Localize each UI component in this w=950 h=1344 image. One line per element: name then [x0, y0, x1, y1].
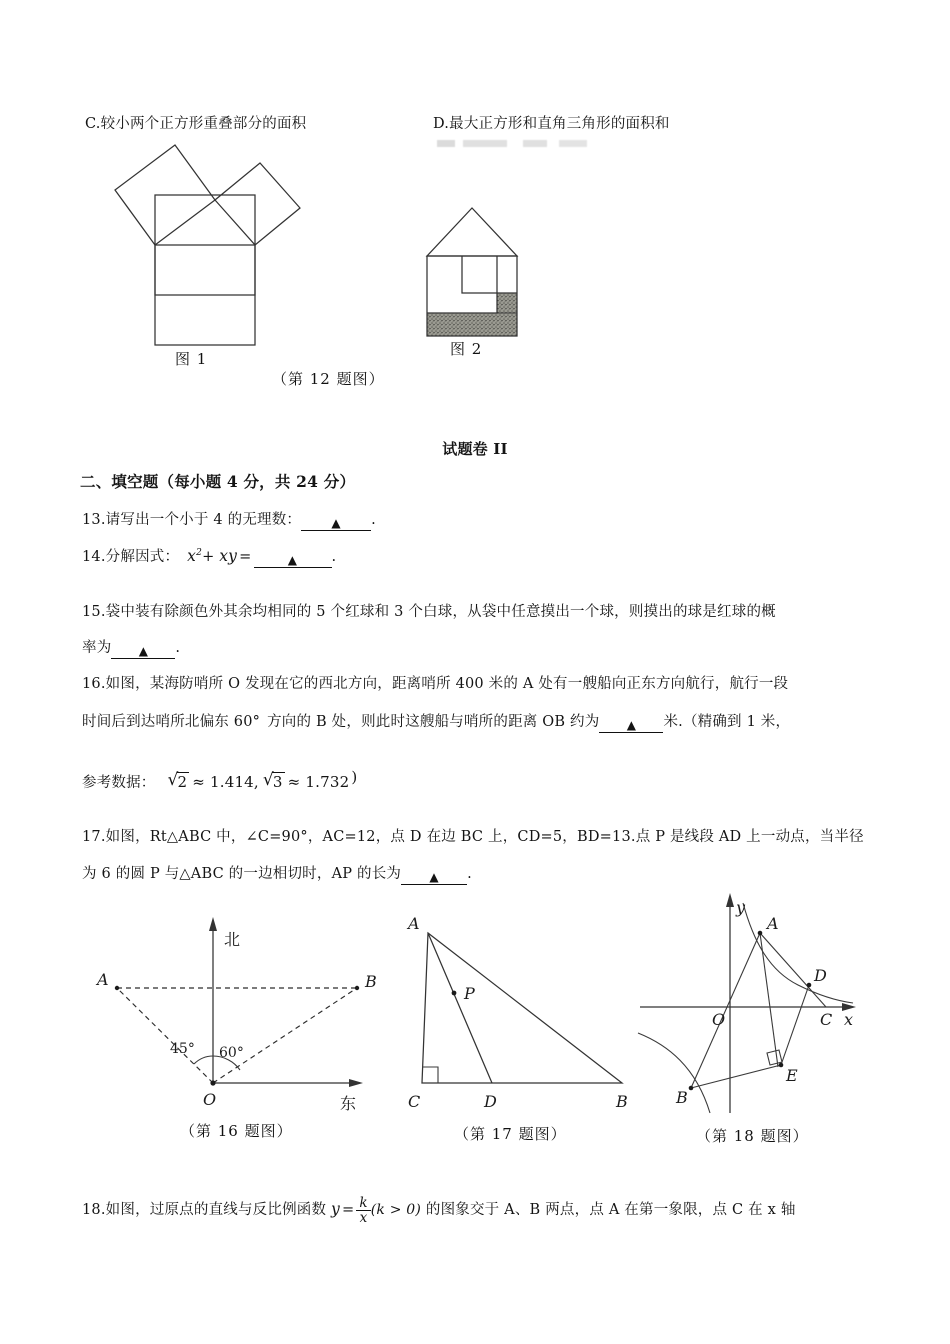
fig17-label-P: P	[464, 984, 475, 1003]
sqrt-2-radical: √ 2	[168, 771, 190, 791]
question-14-expr-plus: +	[202, 549, 220, 565]
figure-18-hyperbola-diagram	[648, 885, 888, 1145]
question-18-expr-equals: =	[341, 1202, 355, 1219]
question-18-expr-condition: (k > 0)	[370, 1202, 422, 1219]
figure-16-caption: （第 16 题图）	[180, 1122, 293, 1140]
reference-data-label: 参考数据：	[82, 775, 156, 791]
question-16-text-line2-mid: 方向的 B 处，则此时这艘船与哨所的距离 OB 约为	[267, 714, 600, 730]
option-c-text: C.较小两个正方形重叠部分的面积	[85, 116, 307, 132]
fig16-label-O: O	[203, 1090, 217, 1109]
question-17-line1	[82, 825, 864, 846]
question-14-number: 14.	[82, 549, 106, 565]
question-17-text-line1: 如图，Rt△ABC 中，∠C=90°，AC=12，点 D 在边 BC 上，CD=5，BD=13.点 P 是线段 AD 上一动点，当半径	[105, 829, 864, 845]
question-14-expr-xy: xy	[219, 547, 238, 565]
fig18-label-C: C	[820, 1010, 833, 1029]
figure-17-caption: （第 17 题图）	[454, 1125, 567, 1143]
question-16-line2	[82, 710, 790, 733]
question-15-line2	[82, 636, 180, 659]
paper-title: 试题卷 II	[442, 440, 508, 458]
figure-2-house	[415, 198, 545, 358]
fig17-label-C: C	[408, 1092, 421, 1111]
sqrt-3-value: ≈ 1.732	[287, 773, 350, 791]
question-16-text-line2-prefix: 时间后到达哨所北偏东 60°	[82, 714, 261, 730]
question-15-number: 15.	[82, 604, 106, 620]
question-14-expr-x: x	[187, 547, 197, 565]
figure-12-caption: （第 12 题图）	[272, 370, 385, 388]
question-14	[82, 545, 336, 568]
scan-smudge	[437, 140, 587, 147]
question-17-period: .	[467, 866, 472, 882]
question-15-text-line1: 袋中装有除颜色外其余均相同的 5 个红球和 3 个白球，从袋中任意摸出一个球，则摸出的球是红球的概	[105, 604, 776, 620]
question-18-text-b: 的图象交于 A、B 两点，点 A 在第一象限，点 C 在 x 轴	[421, 1202, 796, 1219]
reference-data-close-paren: )	[351, 768, 358, 786]
fig17-label-A: A	[408, 914, 420, 933]
question-16-text-line2-suffix: 米.（精确到 1 米，	[663, 714, 791, 730]
fig17-label-D: D	[484, 1092, 497, 1111]
question-18	[82, 1196, 796, 1225]
fig18-label-D: D	[814, 966, 827, 985]
question-15-period: .	[175, 640, 181, 656]
option-d-text: D.最大正方形和直角三角形的面积和	[433, 116, 670, 132]
question-13-blank[interactable]: ▲	[301, 514, 371, 531]
fig18-axis-y: y	[736, 898, 746, 917]
question-18-number: 18.	[82, 1202, 106, 1219]
fig18-axis-x: x	[844, 1010, 854, 1029]
figure-16-bearing-diagram	[95, 905, 385, 1140]
fig18-label-O: O	[712, 1010, 726, 1029]
question-18-text-a: 如图，过原点的直线与反比例函数	[105, 1202, 331, 1219]
question-18-expr-y: y	[330, 1200, 340, 1219]
question-15-line1	[82, 600, 776, 621]
question-14-period: .	[331, 549, 337, 565]
fig16-angle-45: 45°	[170, 1041, 195, 1057]
question-14-blank[interactable]: ▲	[254, 551, 332, 568]
question-16-reference-data	[82, 768, 357, 792]
question-14-expr-exponent: 2	[196, 548, 203, 559]
fig16-angle-60: 60°	[219, 1045, 244, 1061]
question-16-text-line1: 如图，某海防哨所 O 发现在它的西北方向，距离哨所 400 米的 A 处有一艘船向正东方向航行，航行一段	[105, 676, 789, 692]
question-13-period: .	[371, 512, 376, 528]
question-17-line2	[82, 862, 472, 885]
question-15-text-line2: 率为	[82, 640, 112, 656]
fig16-label-A: A	[97, 970, 109, 989]
question-13-number: 13.	[82, 512, 106, 528]
question-14-expr-equals: =	[239, 549, 252, 565]
question-16-number: 16.	[82, 676, 106, 692]
question-17-text-line2: 为 6 的圆 P 与△ABC 的一边相切时，AP 的长为	[82, 866, 402, 882]
question-18-fraction-k-over-x: $\frac{k}{x}$	[356, 1196, 370, 1225]
question-14-text: 分解因式：	[105, 549, 180, 565]
question-16-blank[interactable]: ▲	[599, 716, 663, 733]
question-17-number: 17.	[82, 829, 106, 845]
section-heading-fill-in-blanks: 二、填空题（每小题 4 分，共 24 分）	[80, 472, 356, 491]
question-13-text: 请写出一个小于 4 的无理数：	[105, 512, 302, 528]
figure-18-caption: （第 18 题图）	[696, 1127, 809, 1145]
fig18-label-A: A	[767, 914, 779, 933]
question-17-blank[interactable]: ▲	[401, 868, 467, 885]
figure-2-label: 图 2	[450, 340, 483, 358]
fig17-label-B: B	[616, 1092, 628, 1111]
figure-17-right-triangle	[398, 914, 638, 1143]
question-13	[82, 508, 376, 531]
figure-1-label: 图 1	[175, 350, 208, 368]
question-15-blank[interactable]: ▲	[111, 642, 175, 659]
fig16-label-B: B	[365, 972, 377, 991]
sqrt-3-radical: √ 3	[263, 771, 285, 791]
fig18-label-E: E	[786, 1066, 798, 1085]
fig16-label-east: 东	[340, 1094, 357, 1113]
figure-1-pythagorean-squares	[105, 150, 335, 368]
question-16-line1	[82, 672, 788, 693]
sqrt-2-value: ≈ 1.414,	[192, 773, 259, 791]
fig18-label-B: B	[676, 1088, 688, 1107]
fig16-label-north: 北	[224, 930, 241, 949]
